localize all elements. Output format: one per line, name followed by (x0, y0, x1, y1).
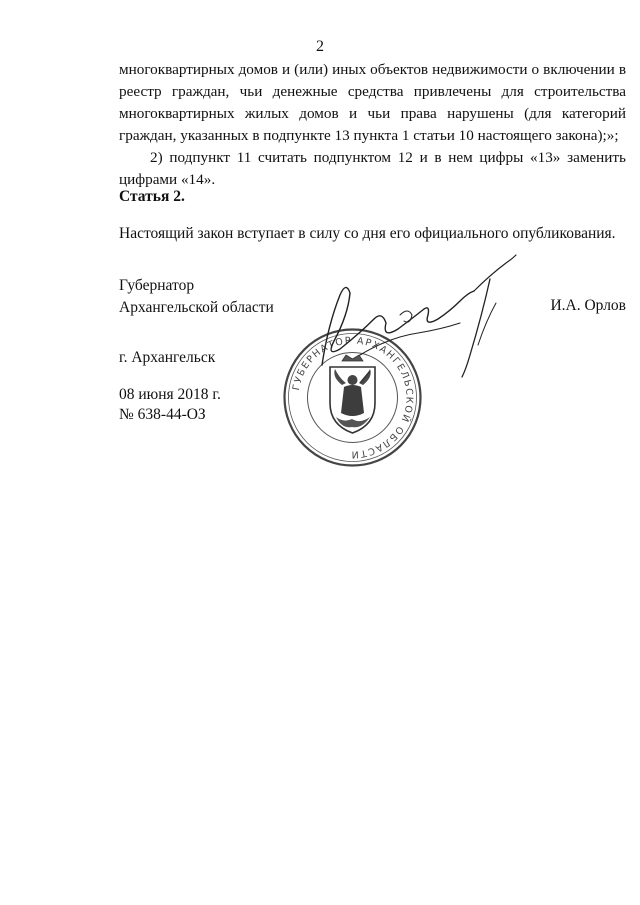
governor-title (119, 275, 274, 319)
paragraph-item-2: 2) подпункт 11 считать подпунктом 12 и в нем цифры «13» заменить цифрами «14». (119, 149, 626, 188)
law-number: № 638-44-ОЗ (119, 406, 206, 423)
place: г. Архангельск (119, 349, 216, 366)
article-heading: Статья 2. (119, 188, 185, 205)
signature-icon (300, 245, 530, 385)
body-text (119, 59, 626, 191)
date: 08 июня 2018 г. (119, 386, 221, 403)
governor-title-line-1: Губернатор (119, 277, 195, 294)
page-number: 2 (316, 38, 324, 55)
paragraph-continuation: многоквартирных домов и (или) иных объектов недвижимости о включении в реестр граждан, чьи денежные средства привлечены для строительства многоквартирных жилых домов и чьи права нарушены (для категорий граждан, указанных в подпункте 13 пункта 1 статьи 10 настоящего закона);»; (119, 61, 626, 144)
article-text: Настоящий закон вступает в силу со дня его официального опубликования. (119, 225, 616, 242)
governor-name: И.А. Орлов (550, 297, 626, 314)
date-block (119, 385, 221, 425)
seal-text: ГУБЕРНАТОР АРХАНГЕЛЬСКОЙ ОБЛАСТИ (290, 335, 415, 460)
governor-title-line-2: Архангельской области (119, 299, 274, 316)
